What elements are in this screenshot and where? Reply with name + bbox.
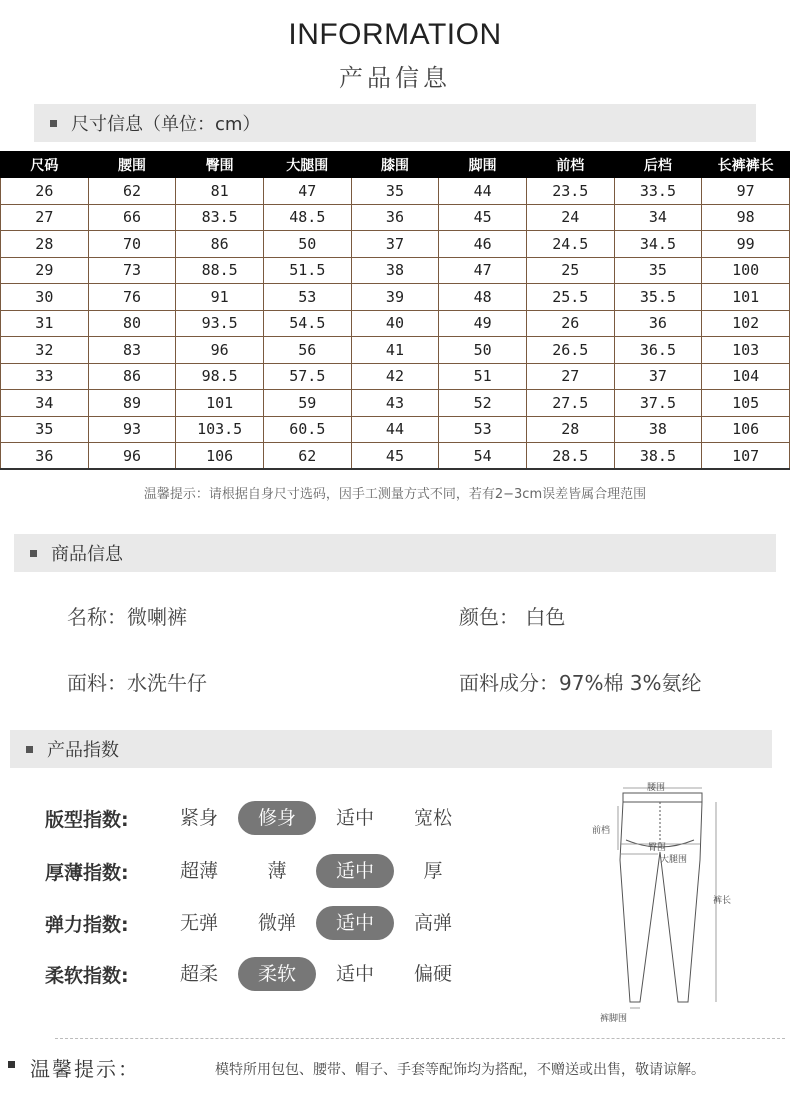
product-section-label: 商品信息: [51, 544, 123, 565]
index-option-selected: 修身: [238, 801, 316, 835]
table-row: [1, 178, 790, 205]
table-cell: 66: [88, 204, 176, 231]
table-cell: 73: [88, 257, 176, 284]
index-option: 薄: [267, 860, 287, 882]
table-cell: 36.5: [614, 337, 702, 364]
table-cell: 24.5: [526, 231, 614, 258]
divider: [55, 1038, 785, 1039]
table-header-cell: 后档: [614, 152, 702, 178]
table-header-cell: 脚围: [439, 152, 527, 178]
index-option: 微弹: [257, 912, 296, 934]
index-option: 宽松: [413, 807, 452, 829]
size-table: [0, 151, 790, 470]
table-cell: 56: [263, 337, 351, 364]
table-cell: 25.5: [526, 284, 614, 311]
table-cell: 101: [176, 390, 264, 417]
table-cell: 37.5: [614, 390, 702, 417]
table-row: [1, 443, 790, 470]
table-cell: 36: [351, 204, 439, 231]
table-cell: 53: [439, 416, 527, 443]
table-cell: 98.5: [176, 363, 264, 390]
page-title-en: INFORMATION: [288, 18, 502, 51]
table-row: [1, 257, 790, 284]
table-cell: 93.5: [176, 310, 264, 337]
table-cell: 34: [614, 204, 702, 231]
table-cell: 106: [176, 443, 264, 470]
table-cell: 99: [702, 231, 790, 258]
table-cell: 37: [351, 231, 439, 258]
table-cell: 34: [1, 390, 89, 417]
footer-text: 模特所用包包、腰带、帽子、手套等配饰均为搭配，不赠送或出售，敬请谅解。: [215, 1062, 705, 1078]
index-option-selected: 适中: [316, 906, 394, 940]
table-cell: 96: [176, 337, 264, 364]
table-header-cell: 臀围: [176, 152, 264, 178]
table-cell: 35: [351, 178, 439, 205]
bullet-square-icon: [8, 1061, 15, 1068]
table-cell: 28.5: [526, 443, 614, 470]
table-cell: 101: [702, 284, 790, 311]
table-cell: 45: [439, 204, 527, 231]
table-cell: 31: [1, 310, 89, 337]
table-header-cell: 大腿围: [263, 152, 351, 178]
product-fabric: 面料：水洗牛仔: [67, 671, 207, 695]
table-cell: 53: [263, 284, 351, 311]
table-cell: 70: [88, 231, 176, 258]
table-cell: 96: [88, 443, 176, 470]
table-cell: 51.5: [263, 257, 351, 284]
table-cell: 23.5: [526, 178, 614, 205]
table-cell: 48.5: [263, 204, 351, 231]
table-cell: 44: [439, 178, 527, 205]
table-cell: 89: [88, 390, 176, 417]
table-cell: 45: [351, 443, 439, 470]
index-option: 适中: [335, 807, 374, 829]
table-row: [1, 416, 790, 443]
table-cell: 86: [88, 363, 176, 390]
table-cell: 27: [1, 204, 89, 231]
footer-title: 温馨提示：: [30, 1057, 140, 1081]
table-cell: 83: [88, 337, 176, 364]
index-row-label: 版型指数:: [45, 808, 129, 831]
index-row: [45, 854, 565, 888]
index-option: 高弹: [413, 912, 452, 934]
table-cell: 33.5: [614, 178, 702, 205]
table-cell: 28: [526, 416, 614, 443]
index-option: 超柔: [179, 963, 218, 985]
pants-diagram: [590, 780, 740, 1030]
index-row-label: 弹力指数:: [45, 913, 129, 936]
table-cell: 38: [614, 416, 702, 443]
size-section-header: [34, 104, 756, 142]
table-cell: 57.5: [263, 363, 351, 390]
table-cell: 29: [1, 257, 89, 284]
table-cell: 40: [351, 310, 439, 337]
table-cell: 43: [351, 390, 439, 417]
table-cell: 34.5: [614, 231, 702, 258]
table-cell: 26.5: [526, 337, 614, 364]
diagram-waist-label: 腰围: [647, 783, 666, 793]
index-option: 无弹: [179, 912, 218, 934]
table-cell: 36: [1, 443, 89, 470]
table-cell: 51: [439, 363, 527, 390]
table-cell: 107: [702, 443, 790, 470]
table-cell: 24: [526, 204, 614, 231]
table-cell: 28: [1, 231, 89, 258]
index-option-selected: 柔软: [238, 957, 316, 991]
table-cell: 47: [439, 257, 527, 284]
index-option: 厚: [423, 860, 443, 882]
index-row-label: 厚薄指数:: [45, 861, 129, 884]
table-cell: 83.5: [176, 204, 264, 231]
page-title-cn: 产品信息: [339, 64, 451, 92]
table-cell: 86: [176, 231, 264, 258]
index-section-label: 产品指数: [47, 740, 119, 761]
table-cell: 48: [439, 284, 527, 311]
bullet-square-icon: [50, 120, 57, 127]
index-row-label: 柔软指数:: [45, 964, 129, 987]
table-row: [1, 390, 790, 417]
table-cell: 25: [526, 257, 614, 284]
index-row: [45, 906, 565, 940]
table-header-cell: 前档: [526, 152, 614, 178]
product-name: 名称：微喇裤: [67, 605, 187, 629]
table-cell: 60.5: [263, 416, 351, 443]
product-section-header: [14, 534, 776, 572]
table-cell: 88.5: [176, 257, 264, 284]
table-cell: 104: [702, 363, 790, 390]
table-cell: 103: [702, 337, 790, 364]
size-section-label: 尺寸信息（单位：cm）: [71, 114, 261, 135]
table-cell: 100: [702, 257, 790, 284]
index-option: 适中: [335, 963, 374, 985]
table-cell: 30: [1, 284, 89, 311]
diagram-front-rise-label: 前档: [592, 826, 611, 836]
diagram-hip-label: 臀围: [648, 843, 667, 853]
table-cell: 37: [614, 363, 702, 390]
table-cell: 32: [1, 337, 89, 364]
size-tip: 温馨提示：请根据自身尺寸选码，因手工测量方式不同，若有2−3cm误差皆属合理范围: [143, 487, 647, 502]
table-cell: 47: [263, 178, 351, 205]
diagram-thigh-label: 大腿围: [660, 855, 688, 865]
table-cell: 91: [176, 284, 264, 311]
table-row: [1, 310, 790, 337]
index-section-header: [10, 730, 772, 768]
table-cell: 62: [263, 443, 351, 470]
table-cell: 50: [263, 231, 351, 258]
table-header-cell: 尺码: [1, 152, 89, 178]
table-cell: 49: [439, 310, 527, 337]
table-header-cell: 腰围: [88, 152, 176, 178]
table-cell: 26: [1, 178, 89, 205]
index-option: 紧身: [179, 807, 218, 829]
table-cell: 106: [702, 416, 790, 443]
table-cell: 38.5: [614, 443, 702, 470]
diagram-hem-label: 裤脚围: [600, 1014, 628, 1024]
table-cell: 44: [351, 416, 439, 443]
table-header-cell: 长裤裤长: [702, 152, 790, 178]
table-cell: 38: [351, 257, 439, 284]
table-cell: 93: [88, 416, 176, 443]
table-cell: 27.5: [526, 390, 614, 417]
table-cell: 62: [88, 178, 176, 205]
table-cell: 105: [702, 390, 790, 417]
table-cell: 42: [351, 363, 439, 390]
diagram-length-label: 裤长: [713, 896, 732, 906]
index-option: 偏硬: [413, 963, 452, 985]
table-row: [1, 363, 790, 390]
bullet-square-icon: [26, 746, 33, 753]
product-composition: 面料成分：97%棉 3%氨纶: [459, 671, 702, 695]
table-cell: 103.5: [176, 416, 264, 443]
index-row: [45, 957, 565, 991]
table-cell: 52: [439, 390, 527, 417]
table-cell: 76: [88, 284, 176, 311]
table-header-cell: 膝围: [351, 152, 439, 178]
table-cell: 54: [439, 443, 527, 470]
table-row: [1, 337, 790, 364]
index-option: 超薄: [179, 860, 218, 882]
table-cell: 59: [263, 390, 351, 417]
table-cell: 27: [526, 363, 614, 390]
index-row: [45, 801, 565, 835]
table-cell: 41: [351, 337, 439, 364]
bullet-square-icon: [30, 550, 37, 557]
table-cell: 35.5: [614, 284, 702, 311]
product-color: 颜色： 白色: [459, 605, 566, 629]
table-cell: 97: [702, 178, 790, 205]
table-cell: 54.5: [263, 310, 351, 337]
table-cell: 81: [176, 178, 264, 205]
table-cell: 33: [1, 363, 89, 390]
table-cell: 46: [439, 231, 527, 258]
table-cell: 26: [526, 310, 614, 337]
table-cell: 50: [439, 337, 527, 364]
table-row: [1, 204, 790, 231]
table-row: [1, 231, 790, 258]
index-option-selected: 适中: [316, 854, 394, 888]
table-cell: 102: [702, 310, 790, 337]
table-cell: 80: [88, 310, 176, 337]
table-cell: 35: [614, 257, 702, 284]
table-cell: 98: [702, 204, 790, 231]
table-cell: 39: [351, 284, 439, 311]
table-cell: 36: [614, 310, 702, 337]
table-row: [1, 284, 790, 311]
table-cell: 35: [1, 416, 89, 443]
